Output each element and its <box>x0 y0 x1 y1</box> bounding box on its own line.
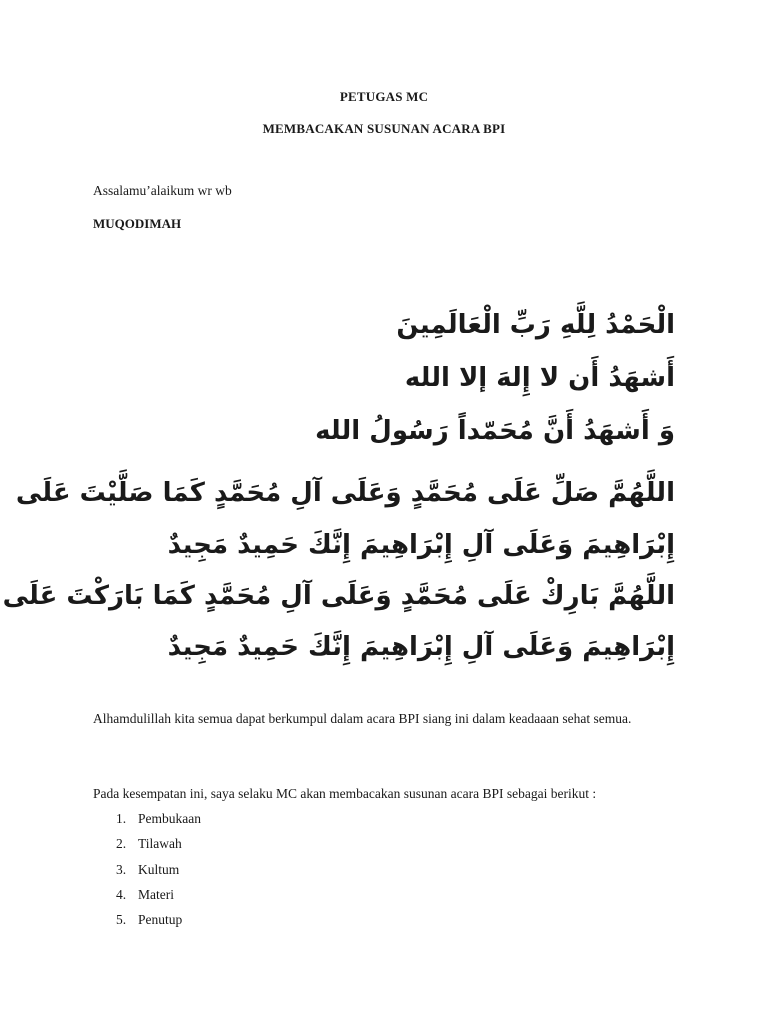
list-item <box>116 806 201 831</box>
section-heading: MUQODIMAH <box>93 216 182 231</box>
list-item <box>116 857 201 882</box>
list-item-number: 1. <box>116 811 127 826</box>
document-title: PETUGAS MC <box>339 89 429 104</box>
list-item-label: Materi <box>138 886 174 902</box>
list-item <box>116 907 201 932</box>
list-item-label: Kultum <box>138 861 180 877</box>
arabic-line-5: إِبْرَاهِيمَ وَعَلَى آلِ إِبْرَاهِيمَ إِنَّكَ حَمِيدٌ مَجِيدٌ <box>167 530 675 560</box>
arabic-line-2: أَشهَدُ أَن لا إِلهَ إلا الله <box>404 363 675 393</box>
greeting-text: Assalamu’alaikum wr wb <box>93 183 232 198</box>
list-item-label: Penutup <box>138 912 183 928</box>
list-item-number: 3. <box>116 861 127 877</box>
list-item-label: Tilawah <box>138 836 182 852</box>
list-item-number: 5. <box>116 912 127 928</box>
list-item <box>116 882 201 907</box>
document-subtitle: MEMBACAKAN SUSUNAN ACARA BPI <box>262 121 506 136</box>
arabic-line-4: اللَّهُمَّ صَلِّ عَلَى مُحَمَّدٍ وَعَلَى آلِ مُحَمَّدٍ كَمَا صَلَّيْتَ عَلَى <box>15 478 675 508</box>
paragraph-intro: Pada kesempatan ini, saya selaku MC akan membacakan susunan acara BPI sebagai berikut : <box>93 786 597 801</box>
list-item-number: 4. <box>116 886 127 902</box>
arabic-line-7: إِبْرَاهِيمَ وَعَلَى آلِ إِبْرَاهِيمَ إِنَّكَ حَمِيدٌ مَجِيدٌ <box>167 632 675 662</box>
list-item-label: Pembukaan <box>138 811 201 826</box>
arabic-line-1: الْحَمْدُ لِلَّهِ رَبِّ الْعَالَمِينَ <box>396 310 675 340</box>
arabic-line-6: اللَّهُمَّ بَارِكْ عَلَى مُحَمَّدٍ وَعَلَى آلِ مُحَمَّدٍ كَمَا بَارَكْتَ عَلَى <box>2 581 675 611</box>
paragraph-opening: Alhamdulillah kita semua dapat berkumpul dalam acara BPI siang ini dalam keadaaan sehat semua. <box>93 711 632 726</box>
arabic-line-3: وَ أَشهَدُ أَنَّ مُحَمّداً رَسُولُ الله <box>315 416 675 446</box>
list-item-number: 2. <box>116 836 127 852</box>
agenda-list <box>116 806 201 932</box>
list-item <box>116 831 201 856</box>
